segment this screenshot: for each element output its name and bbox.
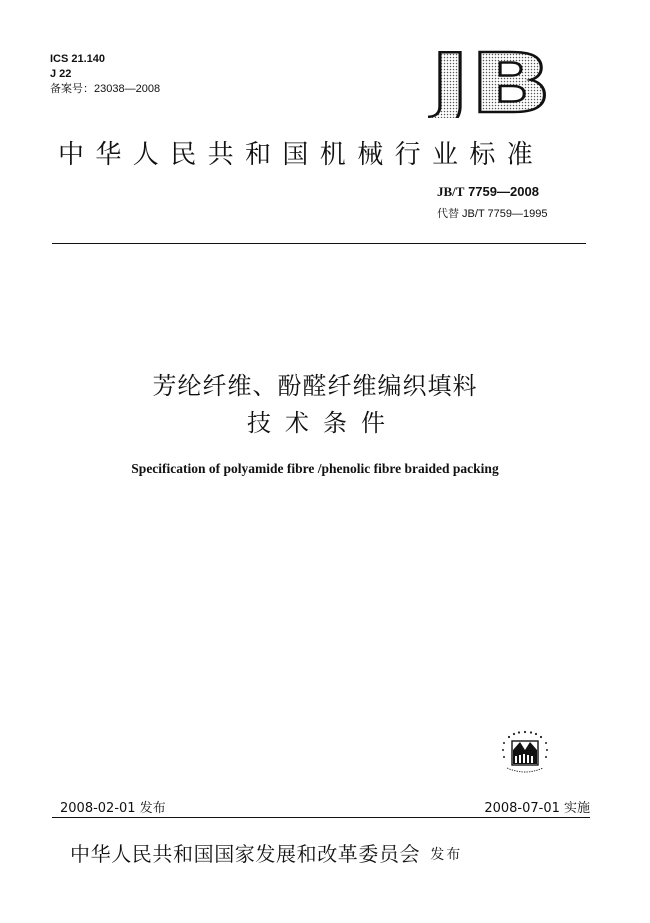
document-title-line2: 技术条件 [247, 409, 399, 437]
standard-number-value: 7759—2008 [464, 184, 539, 199]
replaces-standard: 代替 JB/T 7759—1995 [437, 208, 548, 220]
publisher-name: 中华人民共和国国家发展和改革委员会 [70, 842, 421, 866]
publish-label: 发布 [430, 847, 463, 863]
ics-code: ICS 21.140 [50, 53, 106, 65]
standards-emblem-icon [497, 728, 553, 778]
jb-logo [428, 44, 554, 118]
classification-code: J 22 [50, 68, 72, 80]
implementation-date: 2008-07-01 实施 [484, 801, 590, 816]
document-title-line1: 芳纶纤维、酚醛纤维编织填料 [152, 372, 478, 400]
jb-logo-text: JB [428, 44, 552, 118]
footer-divider [52, 817, 590, 818]
filing-number: 备案号：23038—2008 [50, 83, 161, 95]
header-divider [52, 243, 586, 244]
standard-number [437, 184, 539, 200]
standard-number-prefix: JB/T [437, 184, 465, 199]
issue-date: 2008-02-01 发布 [60, 801, 166, 816]
industry-standard-title: 中华人民共和国机械行业标准 [58, 140, 545, 170]
document-title-english: Specification of polyamide fibre /phenolic fibre braided packing [131, 461, 499, 476]
publisher [70, 838, 462, 867]
